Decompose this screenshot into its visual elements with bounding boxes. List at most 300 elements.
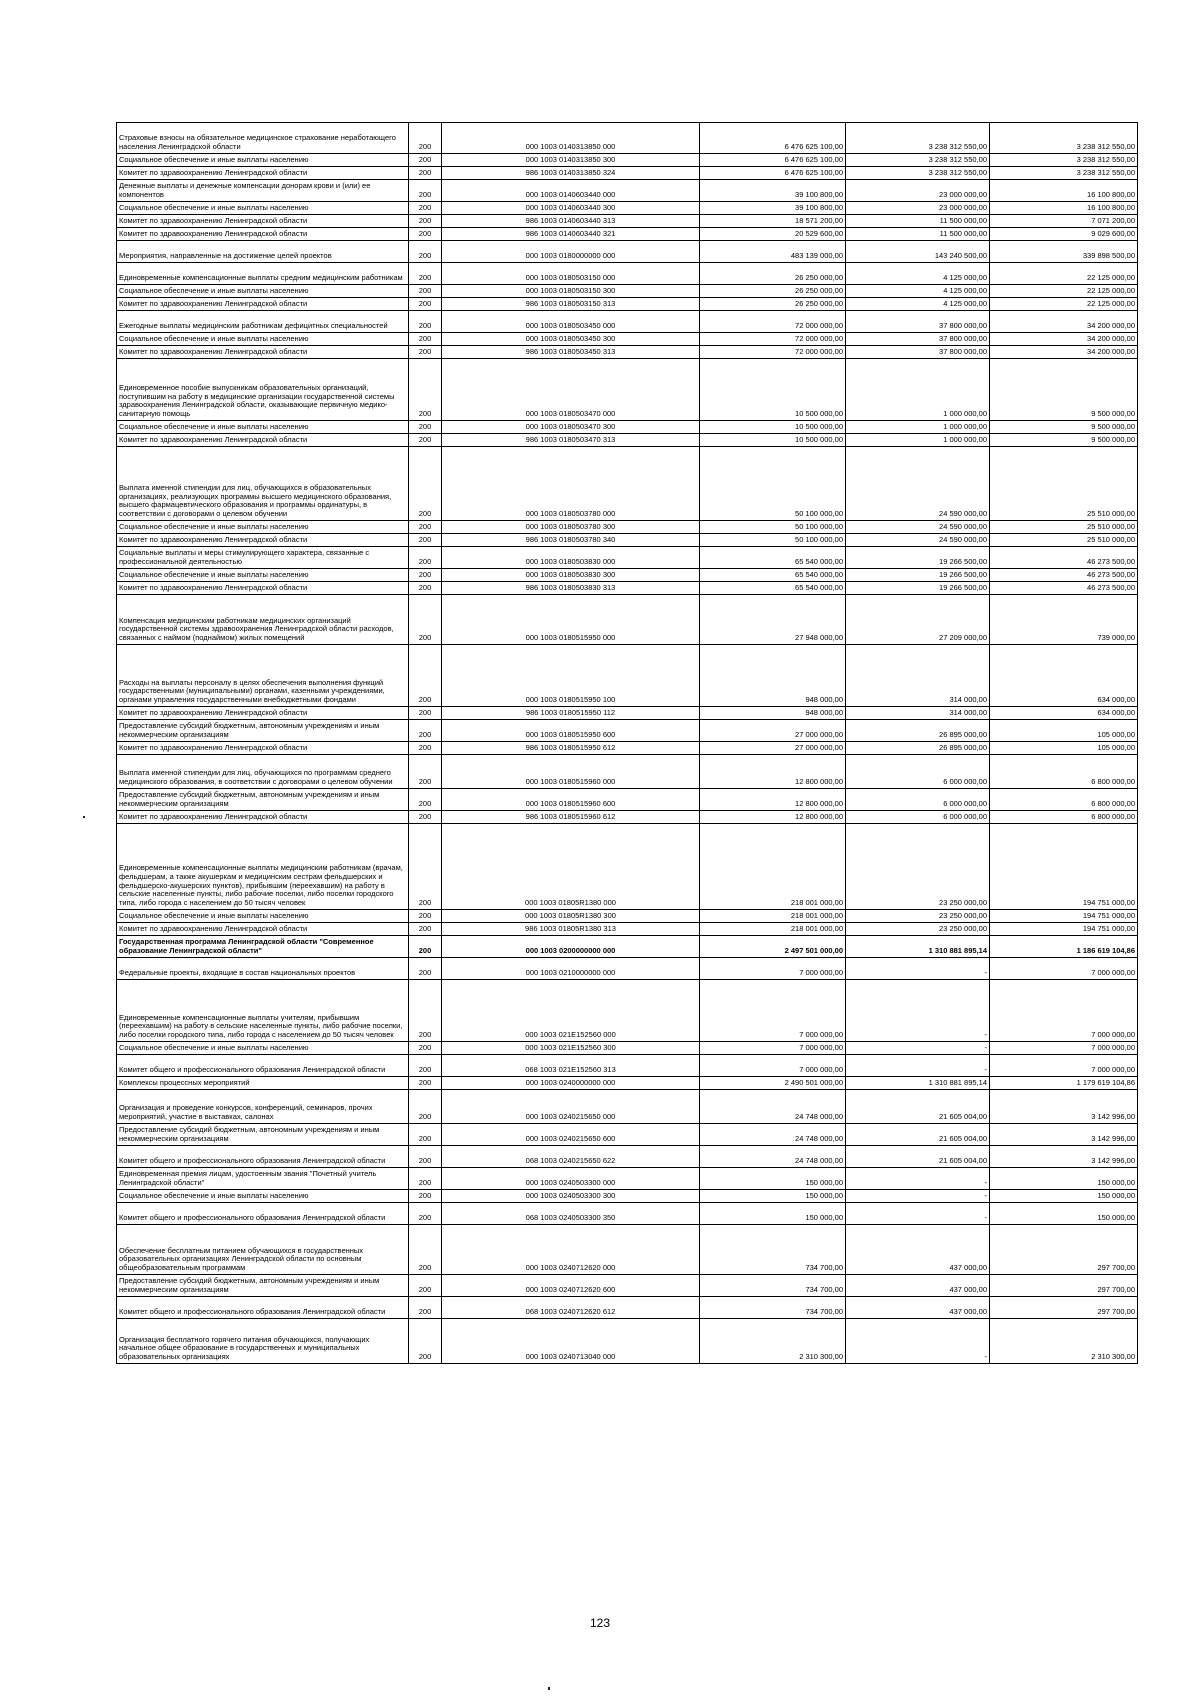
row-code: 200 [409,333,442,346]
row-value-1: 6 476 625 100,00 [700,154,846,167]
row-kbk: 000 1003 01805R1380 000 [442,824,700,910]
row-value-1: 24 748 000,00 [700,1090,846,1124]
row-value-3: 9 500 000,00 [990,421,1138,434]
row-kbk: 000 1003 01805R1380 300 [442,910,700,923]
page-number: 123 [589,1616,611,1630]
row-code: 200 [409,180,442,202]
row-value-2: 4 125 000,00 [846,263,990,285]
row-code: 200 [409,521,442,534]
row-name: Комитет по здравоохранению Ленинградской области [117,811,409,824]
table-row [117,1077,1138,1090]
table-row [117,311,1138,333]
row-kbk: 000 1003 0180503780 000 [442,447,700,521]
row-name: Социальное обеспечение и иные выплаты населению [117,569,409,582]
row-kbk: 000 1003 0180000000 000 [442,241,700,263]
row-name: Комитет по здравоохранению Ленинградской области [117,582,409,595]
row-value-3: 9 500 000,00 [990,359,1138,421]
row-kbk: 986 1003 0180503830 313 [442,582,700,595]
row-code: 200 [409,215,442,228]
row-name: Выплата именной стипендии для лиц, обучающихся в образовательных организациях, реализующих программы высшего медицинского образования, высшего фармацевтического образования и программы ординатуры, в соответствии с договорами о целевом обучении [117,447,409,521]
row-value-1: 10 500 000,00 [700,421,846,434]
table-row [117,824,1138,910]
table-row [117,434,1138,447]
row-value-1: 50 100 000,00 [700,521,846,534]
row-kbk: 000 1003 021E152560 000 [442,980,700,1042]
row-value-2: - [846,958,990,980]
row-value-1: 483 139 000,00 [700,241,846,263]
row-value-3: 7 000 000,00 [990,1055,1138,1077]
row-value-2: 26 895 000,00 [846,720,990,742]
row-value-2: - [846,1168,990,1190]
row-name: Комитет по здравоохранению Ленинградской области [117,346,409,359]
row-name: Государственная программа Ленинградской области "Современное образование Ленинградской области" [117,936,409,958]
row-value-1: 7 000 000,00 [700,980,846,1042]
row-value-1: 50 100 000,00 [700,447,846,521]
row-code: 200 [409,936,442,958]
row-kbk: 986 1003 0140313850 324 [442,167,700,180]
row-code: 200 [409,534,442,547]
table-row [117,1225,1138,1275]
row-kbk: 000 1003 0180503830 300 [442,569,700,582]
table-row [117,298,1138,311]
row-code: 200 [409,1055,442,1077]
row-value-3: 634 000,00 [990,707,1138,720]
row-value-2: 21 605 004,00 [846,1124,990,1146]
row-value-2: 3 238 312 550,00 [846,154,990,167]
row-value-1: 6 476 625 100,00 [700,123,846,154]
row-value-1: 65 540 000,00 [700,547,846,569]
row-name: Комитет по здравоохранению Ленинградской области [117,923,409,936]
row-code: 200 [409,241,442,263]
table-row [117,582,1138,595]
row-kbk: 986 1003 0180515950 112 [442,707,700,720]
row-value-3: 3 238 312 550,00 [990,123,1138,154]
row-value-3: 150 000,00 [990,1168,1138,1190]
row-value-2: 23 250 000,00 [846,923,990,936]
table-row [117,333,1138,346]
row-value-3: 105 000,00 [990,720,1138,742]
row-code: 200 [409,789,442,811]
table-row [117,1055,1138,1077]
row-kbk: 068 1003 021E152560 313 [442,1055,700,1077]
table-row [117,1168,1138,1190]
row-value-3: 3 142 996,00 [990,1090,1138,1124]
row-code: 200 [409,1319,442,1364]
row-name: Комитет по здравоохранению Ленинградской области [117,434,409,447]
row-value-3: 297 700,00 [990,1275,1138,1297]
table-row [117,154,1138,167]
row-name: Социальное обеспечение и иные выплаты населению [117,285,409,298]
row-value-3: 25 510 000,00 [990,534,1138,547]
table-row [117,228,1138,241]
row-value-3: 9 500 000,00 [990,434,1138,447]
row-value-1: 50 100 000,00 [700,534,846,547]
row-name: Социальное обеспечение и иные выплаты населению [117,333,409,346]
row-kbk: 000 1003 0240503300 300 [442,1190,700,1203]
row-value-1: 150 000,00 [700,1203,846,1225]
row-kbk: 000 1003 0210000000 000 [442,958,700,980]
table-row [117,720,1138,742]
row-value-3: 34 200 000,00 [990,311,1138,333]
row-value-2: 24 590 000,00 [846,534,990,547]
row-value-2: - [846,1042,990,1055]
row-value-3: 6 800 000,00 [990,811,1138,824]
row-value-1: 948 000,00 [700,645,846,707]
row-name: Комитет общего и профессионального образования Ленинградской области [117,1297,409,1319]
row-value-1: 18 571 200,00 [700,215,846,228]
row-kbk: 986 1003 0180515950 612 [442,742,700,755]
row-kbk: 000 1003 0240713040 000 [442,1319,700,1364]
row-kbk: 000 1003 021E152560 300 [442,1042,700,1055]
row-value-3: 634 000,00 [990,645,1138,707]
row-code: 200 [409,1275,442,1297]
row-name: Комитет по здравоохранению Ленинградской области [117,228,409,241]
row-kbk: 000 1003 0180503450 300 [442,333,700,346]
row-kbk: 068 1003 0240503300 350 [442,1203,700,1225]
row-code: 200 [409,707,442,720]
row-name: Комитет по здравоохранению Ленинградской области [117,707,409,720]
table-row [117,123,1138,154]
row-kbk: 000 1003 0180503450 000 [442,311,700,333]
row-value-3: 16 100 800,00 [990,202,1138,215]
row-name: Социальное обеспечение и иные выплаты населению [117,421,409,434]
row-name: Комитет по здравоохранению Ленинградской области [117,534,409,547]
row-name: Организация и проведение конкурсов, конференций, семинаров, прочих мероприятий, участие в выставках, салонах [117,1090,409,1124]
row-value-2: 3 238 312 550,00 [846,167,990,180]
row-value-1: 2 310 300,00 [700,1319,846,1364]
row-kbk: 986 1003 0180515960 612 [442,811,700,824]
row-value-1: 20 529 600,00 [700,228,846,241]
row-value-2: - [846,1319,990,1364]
row-value-3: 150 000,00 [990,1203,1138,1225]
table-row [117,1190,1138,1203]
row-code: 200 [409,582,442,595]
row-value-3: 7 071 200,00 [990,215,1138,228]
row-value-1: 150 000,00 [700,1168,846,1190]
row-value-1: 7 000 000,00 [700,1042,846,1055]
row-value-2: 314 000,00 [846,707,990,720]
row-name: Социальное обеспечение и иные выплаты населению [117,521,409,534]
row-code: 200 [409,298,442,311]
row-value-3: 2 310 300,00 [990,1319,1138,1364]
row-value-2: 6 000 000,00 [846,755,990,789]
row-value-1: 948 000,00 [700,707,846,720]
row-value-1: 218 001 000,00 [700,824,846,910]
row-code: 200 [409,547,442,569]
row-name: Социальное обеспечение и иные выплаты населению [117,1190,409,1203]
row-value-3: 297 700,00 [990,1225,1138,1275]
row-value-2: 23 250 000,00 [846,824,990,910]
row-kbk: 000 1003 0180503150 000 [442,263,700,285]
row-value-1: 10 500 000,00 [700,434,846,447]
row-kbk: 000 1003 0180515950 100 [442,645,700,707]
row-code: 200 [409,167,442,180]
table-row [117,180,1138,202]
row-value-2: 437 000,00 [846,1225,990,1275]
row-value-3: 3 238 312 550,00 [990,167,1138,180]
row-code: 200 [409,1146,442,1168]
row-value-3: 3 238 312 550,00 [990,154,1138,167]
table-row [117,811,1138,824]
row-code: 200 [409,228,442,241]
row-code: 200 [409,1203,442,1225]
row-kbk: 986 1003 0140603440 321 [442,228,700,241]
row-value-3: 16 100 800,00 [990,180,1138,202]
row-value-2: 37 800 000,00 [846,346,990,359]
row-name: Комитет по здравоохранению Ленинградской области [117,742,409,755]
table-row [117,1319,1138,1364]
row-value-3: 9 029 600,00 [990,228,1138,241]
scan-speck [83,816,85,818]
row-value-2: 6 000 000,00 [846,789,990,811]
row-value-3: 34 200 000,00 [990,333,1138,346]
row-name: Предоставление субсидий бюджетным, автономным учреждениям и иным некоммерческим организациям [117,720,409,742]
table-row [117,285,1138,298]
row-name: Единовременное пособие выпускникам образовательных организаций, поступившим на работу в медицинские организации государственной системы здравоохранения Ленинградской области, оказывающие первичную медико-санитарную помощь [117,359,409,421]
table-row [117,1203,1138,1225]
row-value-1: 72 000 000,00 [700,333,846,346]
table-row [117,521,1138,534]
row-name: Комитет общего и профессионального образования Ленинградской области [117,1203,409,1225]
row-value-1: 27 000 000,00 [700,720,846,742]
table-row [117,980,1138,1042]
table-row [117,569,1138,582]
row-code: 200 [409,1042,442,1055]
row-value-1: 12 800 000,00 [700,755,846,789]
row-value-3: 25 510 000,00 [990,521,1138,534]
row-value-3: 1 186 619 104,86 [990,936,1138,958]
table-row [117,447,1138,521]
row-value-2: 23 250 000,00 [846,910,990,923]
row-code: 200 [409,285,442,298]
row-value-3: 46 273 500,00 [990,569,1138,582]
row-value-1: 218 001 000,00 [700,923,846,936]
row-kbk: 000 1003 0240000000 000 [442,1077,700,1090]
table-row [117,1090,1138,1124]
row-value-2: 27 209 000,00 [846,595,990,645]
row-kbk: 000 1003 0180503470 000 [442,359,700,421]
row-kbk: 000 1003 0140603440 000 [442,180,700,202]
row-code: 200 [409,811,442,824]
table-row [117,645,1138,707]
row-kbk: 000 1003 0240712620 600 [442,1275,700,1297]
row-code: 200 [409,346,442,359]
row-value-1: 65 540 000,00 [700,569,846,582]
row-value-3: 7 000 000,00 [990,958,1138,980]
row-code: 200 [409,742,442,755]
row-value-2: - [846,1190,990,1203]
row-kbk: 986 1003 0180503150 313 [442,298,700,311]
row-value-3: 25 510 000,00 [990,447,1138,521]
row-code: 200 [409,123,442,154]
table-row [117,1297,1138,1319]
table-row [117,789,1138,811]
row-kbk: 000 1003 0180503780 300 [442,521,700,534]
row-value-1: 218 001 000,00 [700,910,846,923]
table-row [117,958,1138,980]
row-kbk: 000 1003 0240215650 000 [442,1090,700,1124]
row-kbk: 000 1003 0180515960 600 [442,789,700,811]
row-name: Комитет по здравоохранению Ленинградской области [117,167,409,180]
table-row [117,346,1138,359]
table-row [117,742,1138,755]
row-value-2: 1 310 881 895,14 [846,936,990,958]
row-value-3: 22 125 000,00 [990,298,1138,311]
row-value-3: 34 200 000,00 [990,346,1138,359]
row-value-3: 46 273 500,00 [990,582,1138,595]
row-kbk: 000 1003 0240503300 000 [442,1168,700,1190]
table-row [117,595,1138,645]
row-code: 200 [409,421,442,434]
row-value-1: 26 250 000,00 [700,263,846,285]
row-value-3: 739 000,00 [990,595,1138,645]
row-value-1: 24 748 000,00 [700,1124,846,1146]
row-kbk: 986 1003 01805R1380 313 [442,923,700,936]
row-value-3: 194 751 000,00 [990,923,1138,936]
row-value-1: 150 000,00 [700,1190,846,1203]
row-kbk: 000 1003 0180515950 600 [442,720,700,742]
row-name: Обеспечение бесплатным питанием обучающихся в государственных образовательных организациях Ленинградской области по основным общеобразовательным программам [117,1225,409,1275]
row-value-1: 26 250 000,00 [700,298,846,311]
row-value-1: 734 700,00 [700,1297,846,1319]
table-row [117,1275,1138,1297]
row-code: 200 [409,1190,442,1203]
row-code: 200 [409,923,442,936]
row-value-2: 1 000 000,00 [846,421,990,434]
row-value-2: 1 000 000,00 [846,359,990,421]
table-row [117,547,1138,569]
row-code: 200 [409,910,442,923]
row-name: Социальное обеспечение и иные выплаты населению [117,910,409,923]
table-row [117,755,1138,789]
row-name: Социальное обеспечение и иные выплаты населению [117,1042,409,1055]
row-kbk: 986 1003 0140603440 313 [442,215,700,228]
row-value-2: 314 000,00 [846,645,990,707]
row-value-3: 6 800 000,00 [990,755,1138,789]
row-kbk: 000 1003 0200000000 000 [442,936,700,958]
row-name: Мероприятия, направленные на достижение целей проектов [117,241,409,263]
row-code: 200 [409,645,442,707]
row-code: 200 [409,1090,442,1124]
row-value-1: 2 490 501 000,00 [700,1077,846,1090]
row-value-3: 194 751 000,00 [990,824,1138,910]
row-value-1: 27 948 000,00 [700,595,846,645]
row-code: 200 [409,447,442,521]
row-code: 200 [409,958,442,980]
row-value-2: - [846,1055,990,1077]
row-value-2: 19 266 500,00 [846,582,990,595]
row-value-1: 65 540 000,00 [700,582,846,595]
row-value-1: 39 100 800,00 [700,180,846,202]
row-value-2: 21 605 004,00 [846,1090,990,1124]
row-value-2: 1 000 000,00 [846,434,990,447]
row-code: 200 [409,595,442,645]
row-value-2: 19 266 500,00 [846,547,990,569]
table-row [117,241,1138,263]
row-code: 200 [409,311,442,333]
row-code: 200 [409,434,442,447]
row-name: Социальное обеспечение и иные выплаты населению [117,154,409,167]
table-row [117,263,1138,285]
row-value-3: 22 125 000,00 [990,263,1138,285]
row-name: Ежегодные выплаты медицинским работникам дефицитных специальностей [117,311,409,333]
row-code: 200 [409,569,442,582]
row-value-1: 12 800 000,00 [700,811,846,824]
table-row [117,167,1138,180]
row-code: 200 [409,154,442,167]
row-kbk: 068 1003 0240712620 612 [442,1297,700,1319]
row-value-2: 437 000,00 [846,1297,990,1319]
row-value-1: 10 500 000,00 [700,359,846,421]
row-value-2: 3 238 312 550,00 [846,123,990,154]
table-row [117,707,1138,720]
row-name: Страховые взносы на обязательное медицинское страхование неработающего населения Ленинградской области [117,123,409,154]
row-value-2: 437 000,00 [846,1275,990,1297]
row-code: 200 [409,1124,442,1146]
row-name: Единовременные компенсационные выплаты учителям, прибывшим (переехавшим) на работу в сельские населенные пункты, либо рабочие поселки, либо поселки городского типа, либо города с населением до 50 тысяч человек [117,980,409,1042]
row-value-2: 143 240 500,00 [846,241,990,263]
row-name: Единовременная премия лицам, удостоенным звания "Почетный учитель Ленинградской области" [117,1168,409,1190]
row-value-1: 7 000 000,00 [700,1055,846,1077]
row-value-3: 7 000 000,00 [990,980,1138,1042]
row-value-1: 27 000 000,00 [700,742,846,755]
row-value-3: 6 800 000,00 [990,789,1138,811]
row-value-2: 4 125 000,00 [846,285,990,298]
row-value-1: 734 700,00 [700,1275,846,1297]
row-name: Предоставление субсидий бюджетным, автономным учреждениям и иным некоммерческим организациям [117,789,409,811]
row-name: Комплексы процессных мероприятий [117,1077,409,1090]
row-value-2: 11 500 000,00 [846,228,990,241]
row-code: 200 [409,202,442,215]
row-name: Единовременные компенсационные выплаты медицинским работникам (врачам, фельдшерам, а также акушеркам и медицинским сестрам фельдшерских и фельдшерско-акушерских пунктов), прибывшим (переехавшим) на работу в сельские населенные пункты, либо рабочие поселки, либо поселки городского типа, либо города с населением до 50 тысяч человек [117,824,409,910]
table-row [117,1124,1138,1146]
table-row [117,923,1138,936]
row-name: Предоставление субсидий бюджетным, автономным учреждениям и иным некоммерческим организациям [117,1124,409,1146]
row-code: 200 [409,1297,442,1319]
row-value-2: 6 000 000,00 [846,811,990,824]
row-code: 200 [409,824,442,910]
table-row [117,421,1138,434]
row-code: 200 [409,1168,442,1190]
table-row [117,215,1138,228]
row-value-2: 23 000 000,00 [846,202,990,215]
row-value-2: - [846,980,990,1042]
row-kbk: 000 1003 0140313850 300 [442,154,700,167]
row-kbk: 000 1003 0140603440 300 [442,202,700,215]
row-value-1: 24 748 000,00 [700,1146,846,1168]
row-name: Комитет общего и профессионального образования Ленинградской области [117,1146,409,1168]
row-kbk: 000 1003 0180503830 000 [442,547,700,569]
table-row [117,534,1138,547]
table-row [117,202,1138,215]
row-value-2: 37 800 000,00 [846,333,990,346]
row-name: Комитет общего и профессионального образования Ленинградской области [117,1055,409,1077]
row-name: Выплата именной стипендии для лиц, обучающихся по программам среднего медицинского образования, в соответствии с договорами о целевом обучении [117,755,409,789]
scan-speck [548,1687,550,1690]
row-value-2: 24 590 000,00 [846,447,990,521]
row-code: 200 [409,720,442,742]
row-kbk: 068 1003 0240215650 622 [442,1146,700,1168]
row-code: 200 [409,263,442,285]
row-value-3: 22 125 000,00 [990,285,1138,298]
row-name: Единовременные компенсационные выплаты средним медицинским работникам [117,263,409,285]
budget-table [116,122,1138,1364]
row-value-3: 339 898 500,00 [990,241,1138,263]
row-value-3: 3 142 996,00 [990,1124,1138,1146]
row-value-1: 12 800 000,00 [700,789,846,811]
table-row [117,359,1138,421]
row-value-2: 1 310 881 895,14 [846,1077,990,1090]
